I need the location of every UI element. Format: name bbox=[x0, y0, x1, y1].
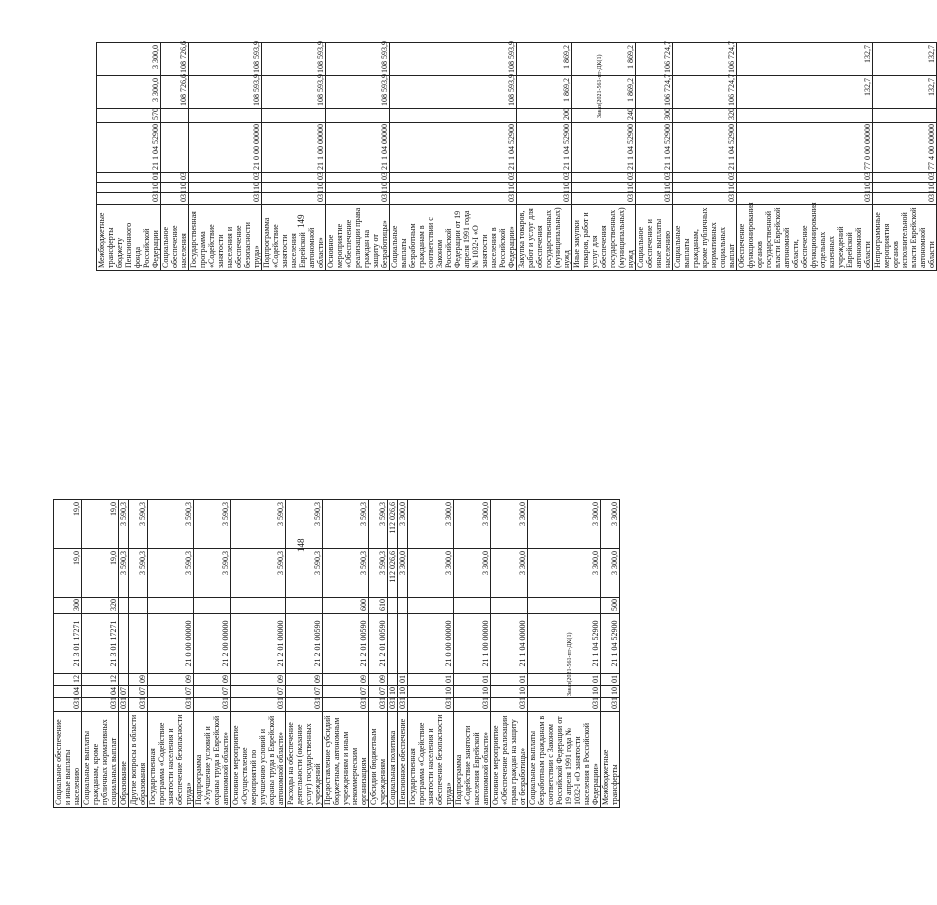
cell-rz: 04 bbox=[54, 686, 82, 698]
cell-name: Подпрограмма «Улучшение условий и охраны труда в Еврейской автономной области» bbox=[194, 712, 231, 808]
cell-csr: 21 2 00 00000 bbox=[194, 614, 231, 674]
cell-v1: 108 593,9 bbox=[390, 76, 517, 109]
cell-csr bbox=[161, 123, 189, 173]
cell-csr bbox=[398, 614, 408, 674]
cell-pr: 01 bbox=[408, 674, 454, 686]
cell-pr: 12 bbox=[82, 674, 119, 686]
table-row bbox=[323, 500, 369, 808]
cell-csr: 21 1 04 52900 bbox=[601, 614, 620, 674]
cell-rz: 10 bbox=[262, 183, 326, 193]
cell-rz: 10 bbox=[454, 686, 491, 698]
cell-v1: 3 590,3 bbox=[369, 549, 388, 598]
cell-name: Социальные выплаты безработным гражданам в соответствии с Законом Российской Федерации от 19 апреля 1991 года № 1032-I «О занятости населения в Российской Федерации» bbox=[390, 205, 517, 271]
cell-pr: 03 bbox=[262, 173, 326, 183]
cell-name: Подпрограмма «Содействие занятости населения Еврейской автономной области» bbox=[262, 205, 326, 271]
cell-name: Пенсионное обеспечение bbox=[398, 712, 408, 808]
cell-adm: 031 bbox=[673, 193, 737, 205]
cell-v2: 106 724,7 bbox=[636, 43, 673, 76]
page-number: 148 bbox=[296, 538, 306, 552]
cell-vr: 320 bbox=[673, 109, 737, 123]
cell-v2: 19,0 bbox=[54, 500, 82, 549]
cell-v2: 3 300,0 bbox=[398, 500, 408, 549]
cell-rz: 10 bbox=[398, 686, 408, 698]
table-row bbox=[390, 43, 517, 271]
cell-pr: 12 bbox=[54, 674, 82, 686]
cell-vr: 240 bbox=[572, 109, 636, 123]
cell-v1: 108 593,9 bbox=[326, 76, 390, 109]
cell-adm: 031 bbox=[231, 698, 286, 712]
budget-table-page-148 bbox=[53, 499, 620, 808]
cell-adm: 031 bbox=[262, 193, 326, 205]
cell-rz: 07 bbox=[369, 686, 388, 698]
table-row bbox=[398, 500, 408, 808]
cell-name: Иные закупки товаров, работ и услуг для обеспечения государственных (муниципальных) нужд bbox=[572, 205, 636, 271]
cell-v1: 19,0 bbox=[54, 549, 82, 598]
cell-name: Обеспечение функционирования органов государственной власти Еврейской автономной области, обеспечение функционирования отдельных казенных учреждений Еврейской автономной области bbox=[737, 205, 873, 271]
cell-rz: 10 bbox=[326, 183, 390, 193]
cell-adm: 031 bbox=[454, 698, 491, 712]
cell-v2: 132,7 bbox=[737, 43, 873, 76]
cell-v1: 3 590,3 bbox=[194, 549, 231, 598]
cell-v2: 3 590,3 bbox=[286, 500, 323, 549]
cell-v1: 3 300,0 bbox=[398, 549, 408, 598]
cell-csr: 21 0 00 00000 bbox=[189, 123, 262, 173]
table-row bbox=[262, 43, 326, 271]
cell-pr: 03 bbox=[873, 173, 937, 183]
cell-csr bbox=[129, 614, 148, 674]
cell-csr bbox=[119, 614, 129, 674]
cell-name: Государственная программа «Содействие занятости населения и обеспечение безопасности труда» bbox=[148, 712, 194, 808]
table-row bbox=[189, 43, 262, 271]
cell-adm: 031 bbox=[286, 698, 323, 712]
cell-v1: 108 726,6 bbox=[161, 76, 189, 109]
cell-v2: 108 593,9 bbox=[262, 43, 326, 76]
table-row bbox=[82, 500, 119, 808]
cell-name: Социальное обеспечение и иные выплаты населению bbox=[636, 205, 673, 271]
table-row bbox=[369, 500, 388, 808]
cell-adm: 031 bbox=[369, 698, 388, 712]
cell-v2: 3 590,3 bbox=[231, 500, 286, 549]
cell-csr: 21 1 00 00000 bbox=[454, 614, 491, 674]
cell-adm: 031 bbox=[398, 698, 408, 712]
cell-adm: 031 bbox=[119, 698, 129, 712]
table-body bbox=[97, 43, 937, 271]
cell-adm: 031 bbox=[148, 698, 194, 712]
cell-v1: 3 300,0 bbox=[97, 76, 161, 109]
cell-pr: 03 bbox=[390, 173, 517, 183]
cell-vr bbox=[398, 598, 408, 614]
cell-v2: 108 593,9 bbox=[326, 43, 390, 76]
cell-rz: 07 bbox=[148, 686, 194, 698]
cell-vr bbox=[737, 109, 873, 123]
cell-v2: 3 300,0 bbox=[97, 43, 161, 76]
cell-adm: 031 bbox=[161, 193, 189, 205]
cell-v2: 3 300,0 bbox=[491, 500, 528, 549]
cell-pr: 01 bbox=[491, 674, 528, 686]
table-row bbox=[54, 500, 82, 808]
cell-vr bbox=[286, 598, 323, 614]
cell-adm: 031 bbox=[194, 698, 231, 712]
cell-rz: 10 bbox=[491, 686, 528, 698]
cell-rz: 10 bbox=[873, 183, 937, 193]
cell-pr: 09 bbox=[194, 674, 231, 686]
cell-csr: 21 2 01 00000 bbox=[231, 614, 286, 674]
table-row bbox=[454, 500, 491, 808]
cell-rz: 10 bbox=[673, 183, 737, 193]
cell-v2: 106 724,7 bbox=[673, 43, 737, 76]
cell-v2: 3 590,3 bbox=[323, 500, 369, 549]
cell-csr: 21 0 00 00000 bbox=[148, 614, 194, 674]
cell-csr: 21 1 04 52900 bbox=[528, 614, 601, 674]
table-row bbox=[636, 43, 673, 271]
cell-rz: 07 bbox=[194, 686, 231, 698]
cell-v1: 3 590,3 bbox=[148, 549, 194, 598]
cell-rz: 10 bbox=[528, 686, 601, 698]
cell-vr bbox=[528, 598, 601, 614]
cell-rz: 10 bbox=[408, 686, 454, 698]
cell-adm: 031 bbox=[54, 698, 82, 712]
cell-adm: 031 bbox=[601, 698, 620, 712]
cell-pr: 09 bbox=[148, 674, 194, 686]
cell-rz: 07 bbox=[231, 686, 286, 698]
cell-v1: 132,7 bbox=[873, 76, 937, 109]
cell-rz: 07 bbox=[129, 686, 148, 698]
cell-v2: 108 726,6 bbox=[161, 43, 189, 76]
cell-v2: 3 300,0 bbox=[601, 500, 620, 549]
cell-pr: 01 bbox=[398, 674, 408, 686]
cell-name: Образование bbox=[119, 712, 129, 808]
table-row bbox=[129, 500, 148, 808]
cell-rz: 04 bbox=[82, 686, 119, 698]
cell-pr: 03 bbox=[636, 173, 673, 183]
cell-rz: 10 bbox=[572, 183, 636, 193]
cell-vr bbox=[390, 109, 517, 123]
table-row bbox=[737, 43, 873, 271]
cell-v1: 3 300,0 bbox=[528, 549, 601, 598]
cell-vr bbox=[491, 598, 528, 614]
page-footer: Заказ(2021-561-пт-ДК(1) bbox=[567, 632, 573, 696]
cell-pr bbox=[119, 674, 129, 686]
table-row bbox=[231, 500, 286, 808]
cell-v1: 106 724,7 bbox=[636, 76, 673, 109]
cell-v2: 108 593,9 bbox=[390, 43, 517, 76]
cell-adm: 031 bbox=[517, 193, 572, 205]
cell-rz: 10 bbox=[517, 183, 572, 193]
cell-name: Социальное обеспечение населения bbox=[161, 205, 189, 271]
cell-csr: 21 1 04 52900 bbox=[636, 123, 673, 173]
cell-vr bbox=[148, 598, 194, 614]
cell-adm: 031 bbox=[491, 698, 528, 712]
cell-v2: 3 300,0 bbox=[528, 500, 601, 549]
cell-adm: 031 bbox=[189, 193, 262, 205]
cell-csr: 21 2 01 00590 bbox=[369, 614, 388, 674]
cell-v1: 132,7 bbox=[737, 76, 873, 109]
cell-name: Социальные выплаты безработным гражданам в соответствии с Законом Российской Федерации от 19 апреля 1991 года № 1032-I «О занятости населения в Российской Федерации» bbox=[528, 712, 601, 808]
cell-pr: 03 bbox=[673, 173, 737, 183]
cell-pr: 03 bbox=[517, 173, 572, 183]
cell-v2: 112 026,6 bbox=[388, 500, 398, 549]
cell-v2: 1 869,2 bbox=[572, 43, 636, 76]
cell-adm: 031 bbox=[873, 193, 937, 205]
table-row bbox=[161, 43, 189, 271]
cell-pr: 01 bbox=[454, 674, 491, 686]
cell-v1: 3 300,0 bbox=[491, 549, 528, 598]
cell-csr: 21 1 04 52900 bbox=[572, 123, 636, 173]
cell-rz: 07 bbox=[119, 686, 129, 698]
cell-name: Социальная политика bbox=[388, 712, 398, 808]
cell-v2: 3 300,0 bbox=[454, 500, 491, 549]
cell-v2: 19,0 bbox=[82, 500, 119, 549]
table-row bbox=[491, 500, 528, 808]
cell-adm: 031 bbox=[528, 698, 601, 712]
cell-rz: 10 bbox=[161, 183, 189, 193]
table-row bbox=[517, 43, 572, 271]
cell-v1: 1 869,2 bbox=[517, 76, 572, 109]
cell-name: Социальные выплаты гражданам, кроме публичных нормативных социальных выплат bbox=[82, 712, 119, 808]
cell-vr: 570 bbox=[97, 109, 161, 123]
cell-csr: 21 2 01 00590 bbox=[323, 614, 369, 674]
cell-v1: 3 590,3 bbox=[231, 549, 286, 598]
cell-name: Государственная программа «Содействие занятости населения и обеспечение безопасности труда» bbox=[408, 712, 454, 808]
table-row bbox=[673, 43, 737, 271]
cell-adm: 031 bbox=[326, 193, 390, 205]
cell-v1: 3 590,3 bbox=[286, 549, 323, 598]
cell-vr bbox=[194, 598, 231, 614]
cell-name: Основное мероприятие «Обеспечение реализации права граждан на защиту от безработицы» bbox=[491, 712, 528, 808]
cell-name: Социальное обеспечение и иные выплаты населению bbox=[54, 712, 82, 808]
cell-csr: 21 1 04 52900 bbox=[390, 123, 517, 173]
cell-vr bbox=[189, 109, 262, 123]
cell-pr: 09 bbox=[323, 674, 369, 686]
cell-csr: 21 3 01 17271 bbox=[82, 614, 119, 674]
cell-rz: 10 bbox=[601, 686, 620, 698]
cell-v2: 3 590,3 bbox=[148, 500, 194, 549]
cell-vr: 500 bbox=[601, 598, 620, 614]
cell-csr: 21 1 04 00000 bbox=[491, 614, 528, 674]
cell-v2: 3 590,3 bbox=[129, 500, 148, 549]
cell-vr bbox=[454, 598, 491, 614]
cell-pr: 03 bbox=[737, 173, 873, 183]
cell-v1: 3 300,0 bbox=[454, 549, 491, 598]
cell-v2: 3 590,3 bbox=[369, 500, 388, 549]
cell-name: Межбюджетные трансферты bbox=[601, 712, 620, 808]
cell-adm: 031 bbox=[82, 698, 119, 712]
cell-pr: 09 bbox=[369, 674, 388, 686]
cell-vr bbox=[388, 598, 398, 614]
cell-name: Предоставление субсидий бюджетным, автономным учреждениям и иным некоммерческим организациям bbox=[323, 712, 369, 808]
cell-rz: 07 bbox=[323, 686, 369, 698]
cell-csr: 21 0 00 00000 bbox=[408, 614, 454, 674]
cell-adm: 031 bbox=[323, 698, 369, 712]
cell-csr: 21 1 04 52900 bbox=[517, 123, 572, 173]
page-footer: Заказ(2021-561-пт-ДК(1) bbox=[597, 54, 603, 118]
table-row bbox=[601, 500, 620, 808]
cell-csr: 21 1 00 00000 bbox=[262, 123, 326, 173]
cell-vr bbox=[408, 598, 454, 614]
cell-name: Субсидии бюджетным учреждениям bbox=[369, 712, 388, 808]
cell-vr: 300 bbox=[54, 598, 82, 614]
table-row bbox=[326, 43, 390, 271]
cell-pr: 03 bbox=[572, 173, 636, 183]
cell-pr: 01 bbox=[528, 674, 601, 686]
cell-rz: 10 bbox=[97, 183, 161, 193]
cell-vr bbox=[119, 598, 129, 614]
cell-rz: 10 bbox=[737, 183, 873, 193]
page-number: 149 bbox=[296, 214, 306, 228]
cell-vr: 300 bbox=[636, 109, 673, 123]
cell-adm: 031 bbox=[737, 193, 873, 205]
cell-csr: 21 1 04 52900 bbox=[673, 123, 737, 173]
cell-csr: 77 4 00 00000 bbox=[873, 123, 937, 173]
cell-name: Межбюджетные трансферты бюджету Пенсионного фонда Российской Федерации bbox=[97, 205, 161, 271]
cell-adm: 031 bbox=[408, 698, 454, 712]
cell-pr: 09 bbox=[231, 674, 286, 686]
cell-adm: 031 bbox=[388, 698, 398, 712]
cell-csr: 21 1 04 52900 bbox=[97, 123, 161, 173]
cell-vr bbox=[326, 109, 390, 123]
cell-csr: 77 0 00 00000 bbox=[737, 123, 873, 173]
table-row bbox=[148, 500, 194, 808]
cell-vr bbox=[161, 109, 189, 123]
cell-v2: 108 593,9 bbox=[189, 43, 262, 76]
table-row bbox=[194, 500, 231, 808]
cell-rz: 10 bbox=[390, 183, 517, 193]
cell-pr: 01 bbox=[601, 674, 620, 686]
cell-name: Закупка товаров, работ и услуг для обеспечения государственных (муниципальных) нужд bbox=[517, 205, 572, 271]
cell-rz: 07 bbox=[286, 686, 323, 698]
table-row bbox=[572, 43, 636, 271]
cell-v1: 19,0 bbox=[82, 549, 119, 598]
cell-v1: 108 593,9 bbox=[189, 76, 262, 109]
cell-v1: 3 590,3 bbox=[323, 549, 369, 598]
cell-v2: 3 300,0 bbox=[408, 500, 454, 549]
cell-v1: 108 593,9 bbox=[262, 76, 326, 109]
cell-name: Государственная программа «Содействие занятости населения и обеспечение безопасности труда» bbox=[189, 205, 262, 271]
budget-table-page-149 bbox=[96, 42, 937, 271]
cell-pr: 03 bbox=[161, 173, 189, 183]
cell-adm: 031 bbox=[636, 193, 673, 205]
cell-v2: 1 869,2 bbox=[517, 43, 572, 76]
cell-pr: 09 bbox=[129, 674, 148, 686]
cell-name: Основное мероприятие «Обеспечение реализации права граждан на защиту от безработицы» bbox=[326, 205, 390, 271]
cell-name: Социальные выплаты гражданам, кроме публичных нормативных социальных выплат bbox=[673, 205, 737, 271]
cell-vr bbox=[129, 598, 148, 614]
table-row bbox=[408, 500, 454, 808]
cell-adm: 031 bbox=[129, 698, 148, 712]
table-row bbox=[388, 500, 398, 808]
cell-csr bbox=[388, 614, 398, 674]
cell-rz: 10 bbox=[388, 686, 398, 698]
cell-v1: 3 590,3 bbox=[129, 549, 148, 598]
cell-csr: 21 3 01 17271 bbox=[54, 614, 82, 674]
cell-name: Основное мероприятие «Осуществление мероприятий по улучшению условий и охраны труда в Еврейской автономной области» bbox=[231, 712, 286, 808]
cell-adm: 031 bbox=[572, 193, 636, 205]
cell-rz: 10 bbox=[636, 183, 673, 193]
cell-adm: 031 bbox=[97, 193, 161, 205]
cell-v1: 3 300,0 bbox=[408, 549, 454, 598]
table-body bbox=[54, 500, 620, 808]
cell-pr: 03 bbox=[189, 173, 262, 183]
cell-v1: 1 869,2 bbox=[572, 76, 636, 109]
cell-name: Другие вопросы в области образования bbox=[129, 712, 148, 808]
cell-v1: 112 026,6 bbox=[388, 549, 398, 598]
cell-v1: 106 724,7 bbox=[673, 76, 737, 109]
cell-vr bbox=[262, 109, 326, 123]
table-row bbox=[528, 500, 601, 808]
cell-csr: 21 2 01 00590 bbox=[286, 614, 323, 674]
cell-vr bbox=[873, 109, 937, 123]
cell-v1: 3 300,0 bbox=[601, 549, 620, 598]
cell-pr: 09 bbox=[286, 674, 323, 686]
cell-v1: 3 590,3 bbox=[119, 549, 129, 598]
cell-vr: 600 bbox=[323, 598, 369, 614]
cell-name: Подпрограмма «Содействие занятости населения Еврейской автономной области» bbox=[454, 712, 491, 808]
table-row bbox=[873, 43, 937, 271]
cell-pr bbox=[388, 674, 398, 686]
cell-v2: 132,7 bbox=[873, 43, 937, 76]
cell-adm: 031 bbox=[390, 193, 517, 205]
cell-v2: 3 590,3 bbox=[119, 500, 129, 549]
cell-vr: 610 bbox=[369, 598, 388, 614]
table-row bbox=[97, 43, 161, 271]
cell-v2: 3 590,3 bbox=[194, 500, 231, 549]
cell-rz: 10 bbox=[189, 183, 262, 193]
cell-name: Непрограммные мероприятия органов исполнительной власти Еврейской автономной области bbox=[873, 205, 937, 271]
cell-vr: 320 bbox=[82, 598, 119, 614]
cell-pr: 03 bbox=[326, 173, 390, 183]
cell-pr: 01 bbox=[97, 173, 161, 183]
table-row bbox=[119, 500, 129, 808]
cell-name: Расходы на обеспечение деятельности (оказание услуг) государственных учреждений bbox=[286, 712, 323, 808]
cell-vr: 200 bbox=[517, 109, 572, 123]
cell-csr: 21 1 04 00000 bbox=[326, 123, 390, 173]
cell-vr bbox=[231, 598, 286, 614]
